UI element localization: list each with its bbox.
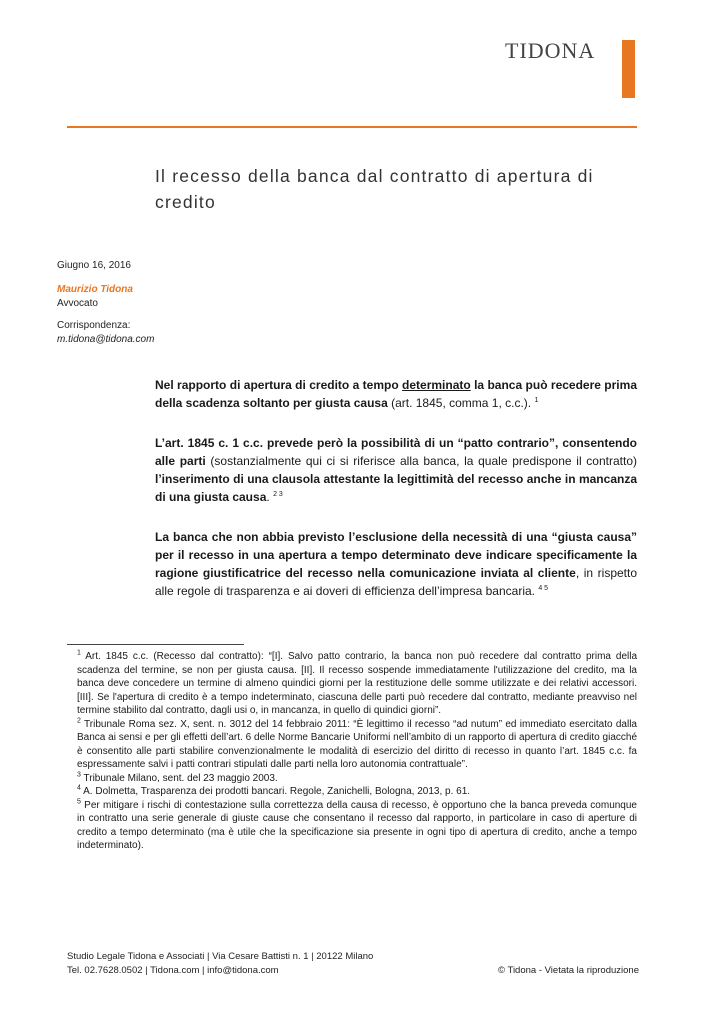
page-footer (67, 950, 639, 978)
footnote-4 (77, 785, 637, 799)
page-title: Il recesso della banca dal contratto di apertura di credito (155, 166, 594, 212)
p2-text-b: . (266, 490, 270, 504)
footnote-text: Art. 1845 c.c. (Recesso dal contratto): “[I]. Salvo patto contrario, la banca non può recedere dal contratto prima della scadenza del termine, se non per giusta causa. [II]. Il recesso sospende immediatamente l'utilizzazione del credito, ma la banca deve concedere un termine di almeno quindici giorni per la restituzione delle somme utilizzate e dei relativi accessori. [III]. Se l'apertura di credito è a tempo indeterminato, ciascuna delle parti può recedere dal contratto, mediante preavviso nel termine stabilito dal contratto, dagli usi o, in mancanza, in quello di quindici giorni”. (77, 651, 638, 716)
paragraph-1 (155, 376, 637, 412)
footnote-number: 1 (77, 649, 81, 657)
p2-bold-a: L’art. 1845 c. 1 c.c. prevede però la possibilità di un “patto contrario”, consentendo alle parti (155, 436, 637, 468)
paragraph-2 (155, 434, 637, 506)
footnote-ref-2-3[interactable]: 2 3 (273, 491, 283, 498)
p1-bold-b: la banca può recedere prima della scadenza soltanto per giusta causa (155, 378, 637, 410)
footnote-number: 2 (77, 717, 81, 725)
footnote-text: Tribunale Roma sez. X, sent. n. 3012 del 14 febbraio 2011: “È legittimo il recesso “ad nutum” ed immediato esercitato dalla Banca ai sensi e per gli effetti dell’art. 6 delle Norme Bancarie Uniformi nell’ambito di un rapporto di apertura di credito giacché è consentito alle parti stabilire convenzionalmente le modalità di esercizio del diritto di recesso in quanto l’art. 1845 c.c. fa espressamente salvi i patti contrari stipulati dalle parti nella loro autonomia contrattuale”. (77, 718, 637, 770)
footnote-text: Tribunale Milano, sent. del 23 maggio 2003. (83, 772, 278, 784)
footnote-text: A. Dolmetta, Trasparenza dei prodotti bancari. Regole, Zanichelli, Bologna, 2013, p. 61. (83, 786, 471, 797)
author-name: Maurizio Tidona (57, 284, 133, 295)
footnote-divider (67, 644, 244, 645)
p3-bold: La banca che non abbia previsto l’esclusione della necessità di una “giusta causa” per il recesso in una apertura a tempo determinato deve indicare specificamente la ragione giustificatrice del recesso nella comunicazione inviata al cliente (155, 530, 637, 580)
footnotes (77, 650, 637, 853)
footnote-number: 5 (77, 798, 81, 806)
paragraph-3 (155, 528, 637, 600)
footer-phone-site: Tel. 02.7628.0502 | Tidona.com | (67, 965, 208, 976)
correspondence-label: Corrispondenza: (57, 320, 131, 331)
brand-name: TIDONA (505, 38, 596, 63)
p1-underline: determinato (402, 378, 471, 392)
footnote-number: 3 (77, 771, 81, 779)
footnote-3 (77, 772, 637, 786)
p2-bold-b: l’inserimento di una clausola attestante la legittimità del recesso anche in mancanza di una giusta causa (155, 472, 637, 504)
footer-address: Studio Legale Tidona e Associati | Via Cesare Battisti n. 1 | 20122 Milano (67, 951, 374, 962)
footnote-ref-1[interactable]: 1 (534, 397, 539, 404)
brand-accent-bar (622, 40, 635, 98)
p1-bold-a: Nel rapporto di apertura di credito a tempo (155, 378, 403, 392)
footnote-ref-4-5[interactable]: 4 5 (538, 585, 549, 592)
p1-text: (art. 1845, comma 1, c.c.). (387, 396, 532, 410)
footnote-1 (77, 650, 637, 718)
p2-text-a: (sostanzialmente qui ci si riferisce alla banca, la quale predispone il contratto) (205, 454, 637, 468)
p3-text: , in rispetto alle regole di trasparenza e ai doveri di efficienza dell’impresa bancaria. (155, 566, 638, 598)
footer-email[interactable]: info@tidona.com (207, 965, 279, 976)
author-email[interactable]: m.tidona@tidona.com (57, 334, 155, 345)
footnote-text: Per mitigare i rischi di contestazione sulla correttezza della causa di recesso, è opportuno che la banca preveda comunque in contratto una serie generale di giuste cause che consentano il recesso dal rapporto, in particolare in caso di aperture di credito a tempo determinato (ma è utile che la specificazione sia presente in ogni tipo di apertura di credito, anche a tempo indeterminato). (77, 799, 637, 851)
footnote-number: 4 (77, 784, 81, 792)
footnote-5 (77, 799, 637, 853)
publish-date: Giugno 16, 2016 (57, 260, 131, 271)
footer-copyright: © Tidona - Vietata la riproduzione (498, 965, 639, 976)
footnote-2 (77, 718, 637, 772)
header-divider (67, 126, 637, 128)
author-role: Avvocato (57, 298, 98, 309)
